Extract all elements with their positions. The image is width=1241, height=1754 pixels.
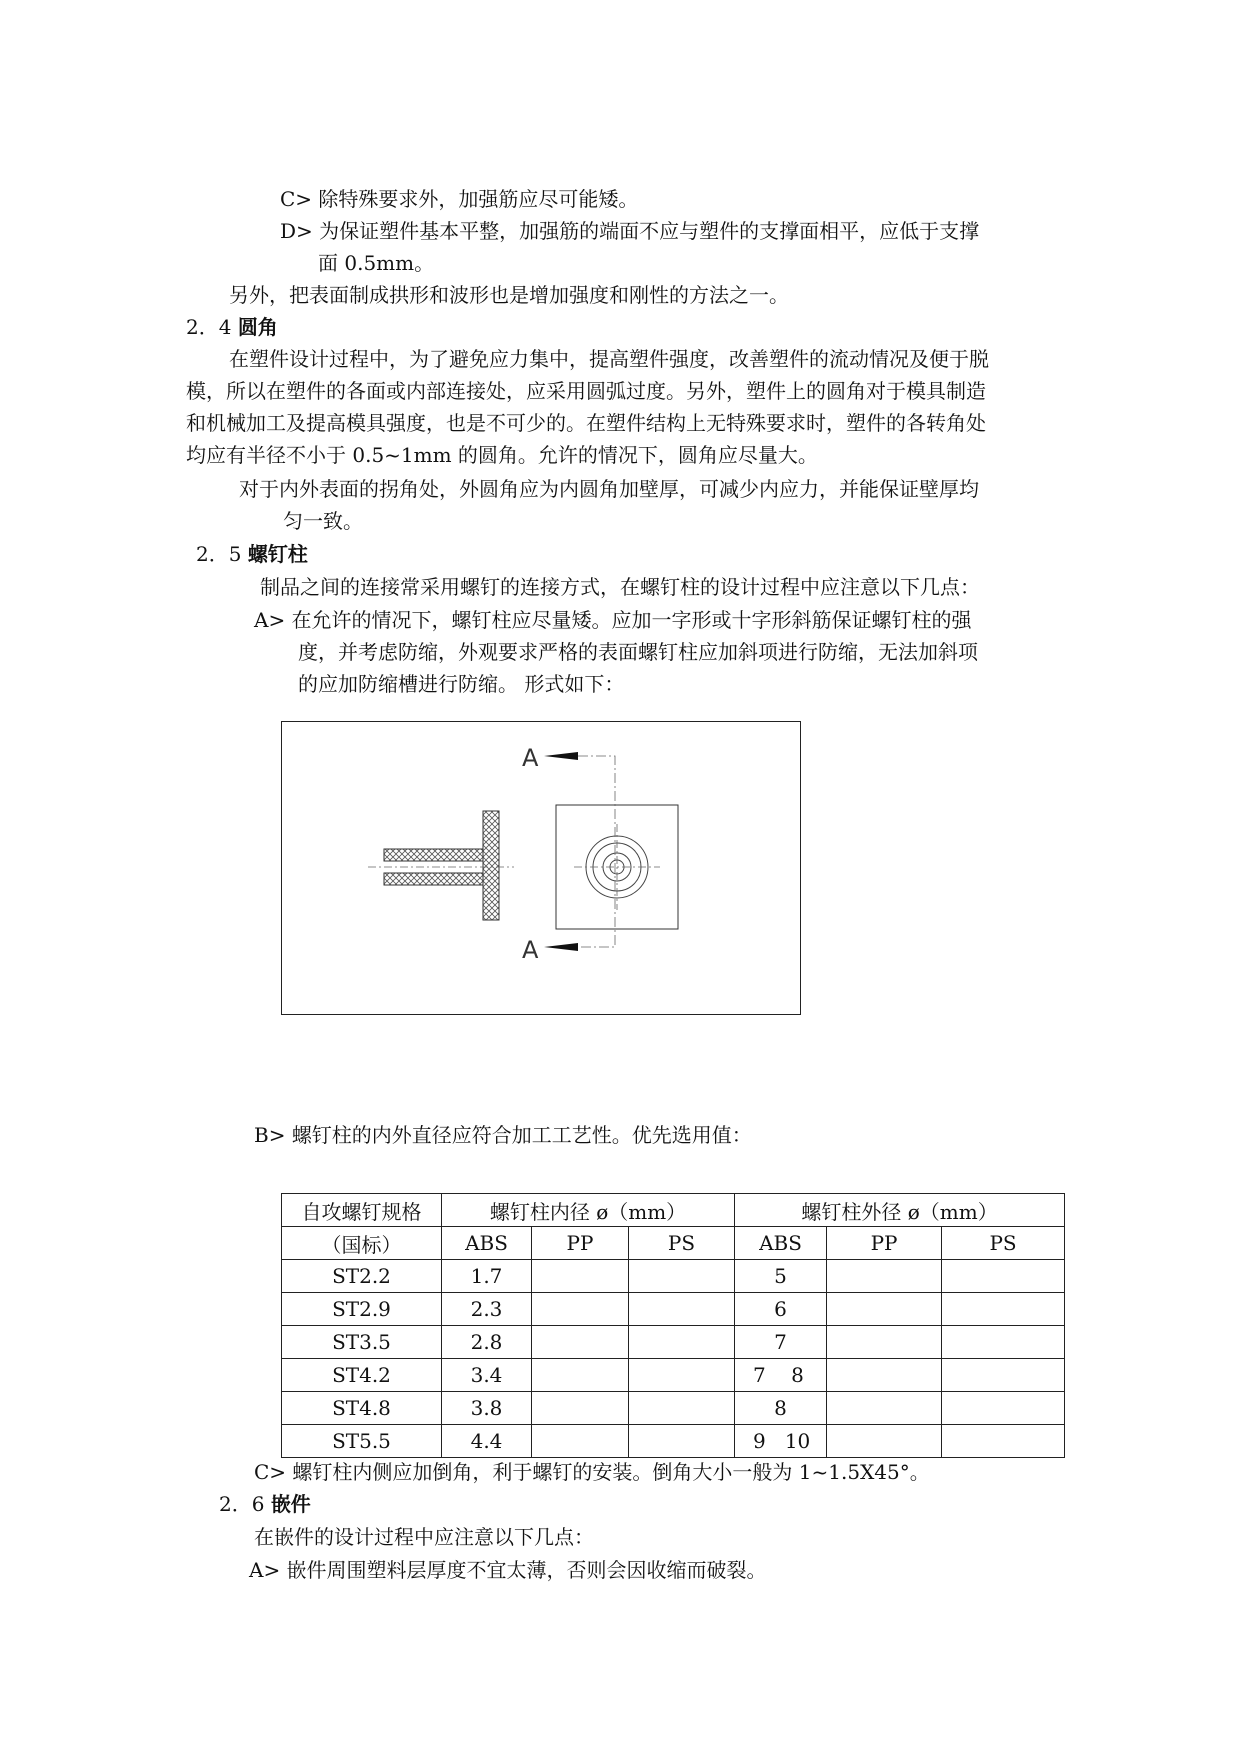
corner-para-line2: 匀一致。 [283, 509, 363, 533]
cell-inner-pp [532, 1260, 629, 1293]
screw-boss-diameter-table [281, 1193, 1065, 1458]
cell-inner-ps [629, 1260, 735, 1293]
table-row [282, 1326, 1065, 1359]
section-2-5-title: 螺钉柱 [247, 542, 308, 566]
arch-note: 另外，把表面制成拱形和波形也是增加强度和刚性的方法之一。 [229, 283, 789, 307]
cell-outer-abs: 8 [735, 1392, 827, 1425]
boss-wall-top [384, 849, 483, 861]
screw-boss-item-a-line2: 度，并考虑防缩，外观要求严格的表面螺钉柱应加斜项进行防缩，无法加斜项 [298, 640, 978, 664]
cell-inner-pp [532, 1425, 629, 1458]
rib-item-d-line2: 面 0.5mm。 [318, 251, 435, 275]
cell-outer-pp [827, 1359, 942, 1392]
screw-boss-item-c: C> 螺钉柱内侧应加倒角，利于螺钉的安装。倒角大小一般为 1~1.5X45°。 [254, 1460, 930, 1484]
cell-outer-abs: 7 [735, 1326, 827, 1359]
section-2-6-heading [219, 1490, 311, 1518]
cell-outer-ps [942, 1260, 1065, 1293]
cell-inner-ps [629, 1326, 735, 1359]
header-spec-line1: 自攻螺钉规格 [282, 1194, 442, 1227]
fillet-para-line3: 和机械加工及提高模具强度，也是不可少的。在塑件结构上无特殊要求时，塑件的各转角处 [186, 411, 986, 435]
cell-outer-pp [827, 1260, 942, 1293]
cell-outer-pp [827, 1392, 942, 1425]
cell-outer-ps [942, 1425, 1065, 1458]
cell-inner-abs: 1.7 [442, 1260, 532, 1293]
section-2-4-number: 2．4 [186, 315, 232, 339]
cell-inner-ps [629, 1293, 735, 1326]
section-arrow-top [544, 752, 578, 760]
screw-boss-drawing-frame [281, 721, 801, 1015]
subheader-outer-abs: ABS [735, 1227, 827, 1260]
section-2-5-heading [196, 540, 308, 568]
section-label-bottom: A [522, 936, 539, 964]
cell-outer-pp [827, 1293, 942, 1326]
cell-inner-pp [532, 1359, 629, 1392]
header-spec-line2: （国标） [282, 1227, 442, 1260]
cell-spec: ST2.2 [282, 1260, 442, 1293]
section-2-4-title: 圆角 [237, 315, 278, 339]
cell-inner-pp [532, 1326, 629, 1359]
cell-inner-abs: 2.8 [442, 1326, 532, 1359]
cell-outer-abs: 7 8 [735, 1359, 827, 1392]
fillet-para-line1: 在塑件设计过程中，为了避免应力集中，提高塑件强度，改善塑件的流动情况及便于脱 [229, 347, 989, 371]
wall-section [483, 811, 499, 920]
table-row [282, 1359, 1065, 1392]
boss-wall-bottom [384, 873, 483, 885]
cell-spec: ST5.5 [282, 1425, 442, 1458]
cell-spec: ST2.9 [282, 1293, 442, 1326]
cell-spec: ST4.8 [282, 1392, 442, 1425]
section-2-6-number: 2．6 [219, 1492, 265, 1516]
table-row [282, 1392, 1065, 1425]
cell-inner-abs: 4.4 [442, 1425, 532, 1458]
cell-outer-ps [942, 1293, 1065, 1326]
cell-outer-abs: 9 10 [735, 1425, 827, 1458]
fillet-para-line4: 均应有半径不小于 0.5~1mm 的圆角。允许的情况下，圆角应尽量大。 [186, 443, 818, 467]
screw-boss-item-b: B> 螺钉柱的内外直径应符合加工工艺性。优先选用值： [254, 1123, 752, 1147]
screw-boss-item-a-line1: A> 在允许的情况下，螺钉柱应尽量矮。应加一字形或十字形斜筋保证螺钉柱的强 [254, 608, 972, 632]
cell-outer-ps [942, 1359, 1065, 1392]
cell-outer-ps [942, 1392, 1065, 1425]
cell-inner-abs: 3.8 [442, 1392, 532, 1425]
subheader-inner-ps: PS [629, 1227, 735, 1260]
section-2-5-number: 2．5 [196, 542, 242, 566]
subheader-inner-abs: ABS [442, 1227, 532, 1260]
fillet-para-line2: 模，所以在塑件的各面或内部连接处，应采用圆弧过度。另外，塑件上的圆角对于模具制造 [186, 379, 986, 403]
cell-inner-abs: 2.3 [442, 1293, 532, 1326]
screw-boss-item-a-line3: 的应加防缩槽进行防缩。 形式如下： [298, 672, 625, 696]
cell-outer-pp [827, 1326, 942, 1359]
cell-outer-ps [942, 1326, 1065, 1359]
section-arrow-bottom [544, 943, 578, 951]
cell-spec: ST4.2 [282, 1359, 442, 1392]
cell-inner-ps [629, 1425, 735, 1458]
cell-inner-pp [532, 1293, 629, 1326]
insert-item-a: A> 嵌件周围塑料层厚度不宜太薄，否则会因收缩而破裂。 [249, 1558, 767, 1582]
rib-item-c: C> 除特殊要求外，加强筋应尽可能矮。 [280, 187, 639, 211]
cell-spec: ST3.5 [282, 1326, 442, 1359]
cell-inner-ps [629, 1359, 735, 1392]
screw-boss-intro: 制品之间的连接常采用螺钉的连接方式，在螺钉柱的设计过程中应注意以下几点： [260, 575, 980, 599]
table-row [282, 1425, 1065, 1458]
subheader-outer-pp: PP [827, 1227, 942, 1260]
cell-inner-pp [532, 1392, 629, 1425]
table-row [282, 1260, 1065, 1293]
cell-outer-abs: 6 [735, 1293, 827, 1326]
insert-intro: 在嵌件的设计过程中应注意以下几点： [254, 1525, 594, 1549]
corner-para-line1: 对于内外表面的拐角处，外圆角应为内圆角加壁厚，可减少内应力，并能保证壁厚均 [239, 477, 979, 501]
header-inner-diameter: 螺钉柱内径 ø（mm） [442, 1194, 735, 1227]
section-2-4-heading [186, 313, 278, 341]
section-label-top: A [522, 744, 539, 772]
section-2-6-title: 嵌件 [270, 1492, 311, 1516]
cell-inner-ps [629, 1392, 735, 1425]
subheader-inner-pp: PP [532, 1227, 629, 1260]
header-outer-diameter: 螺钉柱外径 ø（mm） [735, 1194, 1065, 1227]
section-cut-line [578, 756, 615, 947]
subheader-outer-ps: PS [942, 1227, 1065, 1260]
cell-outer-abs: 5 [735, 1260, 827, 1293]
table-row [282, 1293, 1065, 1326]
screw-boss-drawing [282, 722, 799, 1013]
cell-outer-pp [827, 1425, 942, 1458]
rib-item-d-line1: D> 为保证塑件基本平整，加强筋的端面不应与塑件的支撑面相平，应低于支撑 [280, 219, 980, 243]
cell-inner-abs: 3.4 [442, 1359, 532, 1392]
